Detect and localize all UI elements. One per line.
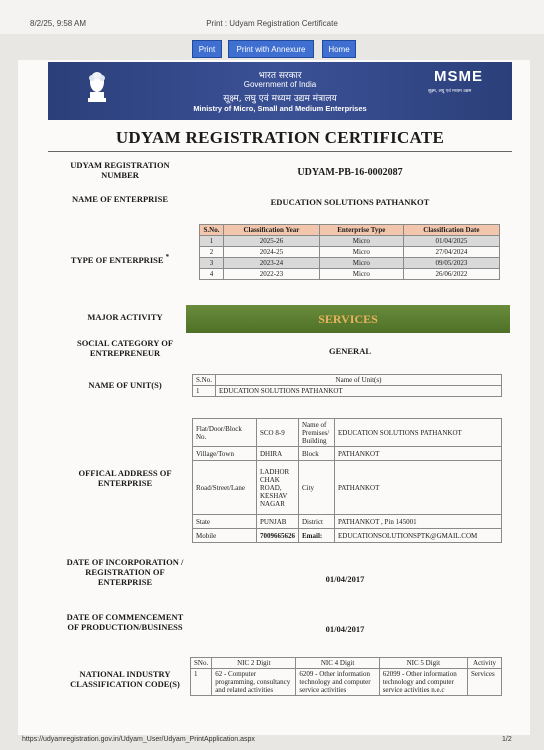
- table-row: [193, 419, 502, 447]
- print-page-title: Print : Udyam Registration Certificate: [206, 19, 338, 28]
- cell: 2024-25: [224, 247, 320, 258]
- ministry-banner: [48, 62, 512, 120]
- official-address-label: OFFICAL ADDRESS OF ENTERPRISE: [78, 468, 172, 488]
- col-header: S.No.: [200, 225, 224, 236]
- col-header: Classification Year: [224, 225, 320, 236]
- table-row: [193, 386, 502, 397]
- table-header-row: [193, 375, 502, 386]
- cell: 1: [193, 386, 216, 397]
- registration-number-label: UDYAM REGISTRATION NUMBER: [70, 160, 170, 180]
- district-label: District: [299, 515, 335, 529]
- col-header: NIC 5 Digit: [379, 658, 467, 669]
- col-header: Enterprise Type: [319, 225, 403, 236]
- col-header: SNo.: [191, 658, 212, 669]
- col-header: S.No.: [193, 375, 216, 386]
- table-header-row: [200, 225, 500, 236]
- cell: 2025-26: [224, 236, 320, 247]
- village-label: Village/Town: [193, 447, 257, 461]
- table-row: [200, 269, 500, 280]
- print-page-number: 1/2: [502, 736, 512, 743]
- banner-hindi-ministry: सूक्ष्म, लघु एवं मध्यम उद्यम मंत्रालय: [223, 94, 337, 104]
- classification-table: [199, 224, 500, 280]
- cell: 1: [191, 669, 212, 696]
- commencement-date-label: DATE OF COMMENCEMENT OF PRODUCTION/BUSINESS: [66, 612, 184, 632]
- mobile-label: Mobile: [193, 529, 257, 543]
- footnote-mark: *: [165, 253, 170, 261]
- flat-value: SCO 8-9: [257, 419, 299, 447]
- print-footer-url: https://udyamregistration.gov.in/Udyam_User/Udyam_PrintApplication.aspx: [22, 736, 255, 743]
- premises-value: EDUCATION SOLUTIONS PATHANKOT: [335, 419, 502, 447]
- enterprise-name-value: EDUCATION SOLUTIONS PATHANKOT: [270, 197, 430, 207]
- city-value: PATHANKOT: [335, 461, 502, 515]
- village-value: DHIRA: [257, 447, 299, 461]
- email-value: EDUCATIONSOLUTIONSPTK@GMAIL.COM: [335, 529, 502, 543]
- print-date: 8/2/25, 9:58 AM: [30, 19, 87, 28]
- msme-logo-subtitle: सूक्ष्म, लघु एवं मध्यम उद्यम: [428, 89, 472, 94]
- table-row: [193, 529, 502, 543]
- premises-label: Name of Premises/ Building: [299, 419, 335, 447]
- cell: 62099 - Other information technology and computer service activities n.e.c: [379, 669, 467, 696]
- units-table: [192, 374, 502, 397]
- cell: Micro: [319, 247, 403, 258]
- title-divider: [48, 151, 512, 152]
- city-label: City: [299, 461, 335, 515]
- table-header-row: [191, 658, 502, 669]
- certificate-title: UDYAM REGISTRATION CERTIFICATE: [115, 128, 445, 147]
- social-category-value: GENERAL: [328, 346, 372, 356]
- banner-hindi-government: भारत सरकार: [258, 71, 302, 81]
- cell: Micro: [319, 258, 403, 269]
- district-value: PATHANKOT , Pin 145001: [335, 515, 502, 529]
- cell: 2022-23: [224, 269, 320, 280]
- state-value: PUNJAB: [257, 515, 299, 529]
- banner-ministry-name: Ministry of Micro, Small and Medium Enterprises: [193, 104, 367, 113]
- nic-codes-label: NATIONAL INDUSTRY CLASSIFICATION CODE(S): [70, 669, 180, 689]
- banner-government-of-india: Government of India: [243, 80, 317, 89]
- cell: Services: [468, 669, 502, 696]
- print-button[interactable]: Print: [192, 40, 222, 58]
- major-activity-label: MAJOR ACTIVITY: [87, 312, 163, 322]
- browser-print-header: [0, 0, 544, 34]
- home-button[interactable]: Home: [322, 40, 356, 58]
- block-value: PATHANKOT: [335, 447, 502, 461]
- table-row: [193, 515, 502, 529]
- flat-label: Flat/Door/Block No.: [193, 419, 257, 447]
- mobile-value: 7009665626: [257, 529, 299, 543]
- col-header: Activity: [468, 658, 502, 669]
- state-label: State: [193, 515, 257, 529]
- cell: 1: [200, 236, 224, 247]
- col-header: NIC 2 Digit: [212, 658, 296, 669]
- enterprise-name-label: NAME OF ENTERPRISE: [71, 194, 169, 204]
- cell: 2023-24: [224, 258, 320, 269]
- cell: 3: [200, 258, 224, 269]
- cell: Micro: [319, 236, 403, 247]
- cell: EDUCATION SOLUTIONS PATHANKOT: [215, 386, 501, 397]
- cell: 2: [200, 247, 224, 258]
- cell: 01/04/2025: [403, 236, 499, 247]
- social-category-label: SOCIAL CATEGORY OF ENTREPRENEUR: [76, 338, 174, 358]
- cell: 26/06/2022: [403, 269, 499, 280]
- incorporation-date-value: 01/04/2017: [325, 574, 365, 584]
- table-row: [193, 447, 502, 461]
- commencement-date-value: 01/04/2017: [325, 624, 365, 634]
- table-row: [193, 461, 502, 515]
- cell: 27/04/2024: [403, 247, 499, 258]
- enterprise-type-label: TYPE OF ENTERPRISE *: [70, 253, 170, 265]
- cell: Micro: [319, 269, 403, 280]
- cell: 6209 - Other information technology and computer service activities: [296, 669, 379, 696]
- registration-number-value: UDYAM-PB-16-0002087: [297, 167, 403, 178]
- table-row: [200, 258, 500, 269]
- table-row: [200, 236, 500, 247]
- email-label: Email:: [299, 529, 335, 543]
- address-table: [192, 418, 502, 543]
- cell: 62 - Computer programming, consultancy and related activities: [212, 669, 296, 696]
- incorporation-date-label: DATE OF INCORPORATION / REGISTRATION OF ENTERPRISE: [66, 557, 184, 587]
- road-label: Road/Street/Lane: [193, 461, 257, 515]
- block-label: Block: [299, 447, 335, 461]
- print-with-annexure-button[interactable]: Print with Annexure: [228, 40, 314, 58]
- cell: 09/05/2023: [403, 258, 499, 269]
- msme-logo: MSME: [434, 68, 483, 85]
- col-header: NIC 4 Digit: [296, 658, 379, 669]
- table-row: [191, 669, 502, 696]
- unit-names-label: NAME OF UNIT(S): [88, 380, 162, 390]
- col-header: Classification Date: [403, 225, 499, 236]
- col-header: Name of Unit(s): [215, 375, 501, 386]
- road-value: LADHOR CHAK ROAD, KESHAV NAGAR: [257, 461, 299, 515]
- nic-table: [190, 657, 502, 696]
- cell: 4: [200, 269, 224, 280]
- table-row: [200, 247, 500, 258]
- major-activity-value: SERVICES: [186, 305, 510, 333]
